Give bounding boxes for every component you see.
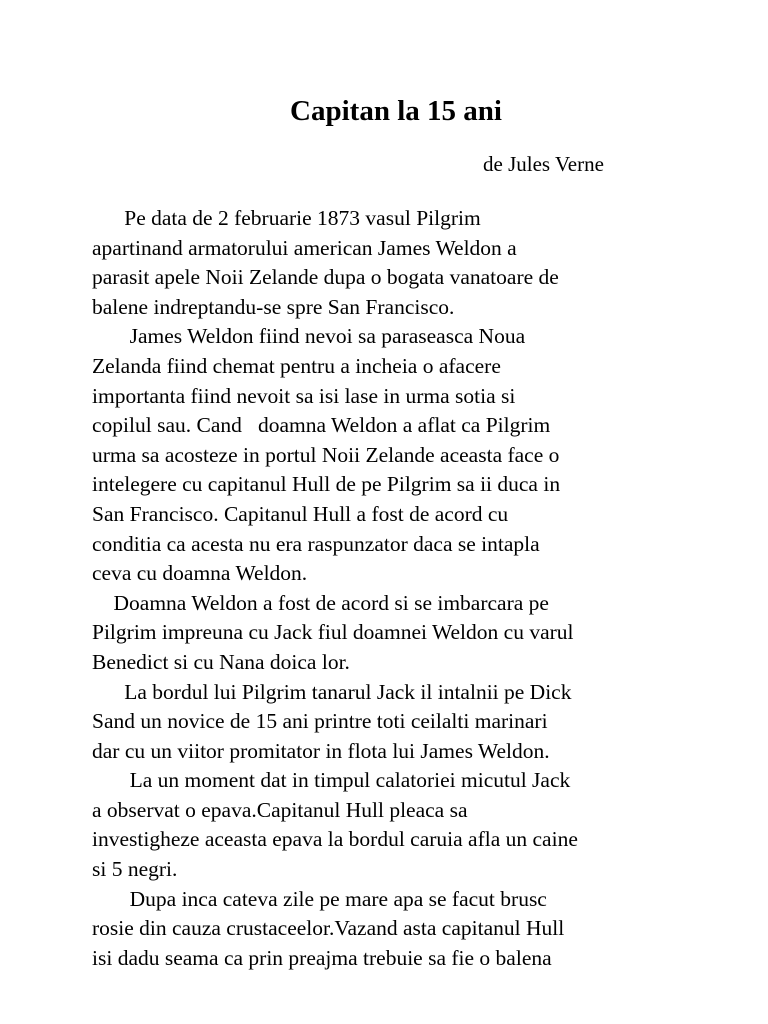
text-line: investigheze aceasta epava la bordul caruia afla un caine bbox=[92, 827, 578, 852]
text-line: San Francisco. Capitanul Hull a fost de acord cu bbox=[92, 501, 509, 526]
document-body bbox=[92, 204, 692, 973]
text-line: importanta fiind nevoit sa isi lase in urma sotia si bbox=[92, 383, 516, 408]
text-line: apartinand armatorului american James Weldon a bbox=[92, 235, 517, 260]
text-line: La un moment dat in timpul calatoriei micutul Jack bbox=[92, 768, 571, 793]
text-line: balene indreptandu-se spre San Francisco. bbox=[92, 294, 455, 319]
text-line: ceva cu doamna Weldon. bbox=[92, 561, 308, 586]
text-line: si 5 negri. bbox=[92, 857, 178, 882]
text-line: La bordul lui Pilgrim tanarul Jack il intalnii pe Dick bbox=[92, 679, 572, 704]
text-line: conditia ca acesta nu era raspunzator daca se intapla bbox=[92, 531, 540, 556]
text-line: urma sa acosteze in portul Noii Zelande aceasta face o bbox=[92, 442, 560, 467]
text-line: Pilgrim impreuna cu Jack fiul doamnei Weldon cu varul bbox=[92, 620, 574, 645]
text-line: Zelanda fiind chemat pentru a incheia o afacere bbox=[92, 353, 501, 378]
text-line: Dupa inca cateva zile pe mare apa se facut brusc bbox=[92, 886, 547, 911]
text-line: rosie din cauza crustaceelor.Vazand asta capitanul Hull bbox=[92, 916, 565, 941]
text-line: dar cu un viitor promitator in flota lui James Weldon. bbox=[92, 738, 550, 763]
document-title: Capitan la 15 ani bbox=[290, 95, 502, 127]
text-line: isi dadu seama ca prin preajma trebuie sa fie o balena bbox=[92, 945, 552, 970]
text-line: copilul sau. Cand doamna Weldon a aflat ca Pilgrim bbox=[92, 413, 551, 438]
text-line: Sand un novice de 15 ani printre toti ceilalti marinari bbox=[92, 709, 548, 734]
text-line: a observat o epava.Capitanul Hull pleaca sa bbox=[92, 797, 468, 822]
text-line: Doamna Weldon a fost de acord si se imbarcara pe bbox=[92, 590, 549, 615]
text-line: Benedict si cu Nana doica lor. bbox=[92, 649, 350, 674]
text-line: intelegere cu capitanul Hull de pe Pilgrim sa ii duca in bbox=[92, 472, 561, 497]
document-author: de Jules Verne bbox=[483, 152, 604, 176]
text-line: Pe data de 2 februarie 1873 vasul Pilgrim bbox=[92, 206, 481, 230]
text-line: James Weldon fiind nevoi sa paraseasca Noua bbox=[92, 324, 526, 349]
text-line: parasit apele Noii Zelande dupa o bogata vanatoare de bbox=[92, 265, 559, 290]
